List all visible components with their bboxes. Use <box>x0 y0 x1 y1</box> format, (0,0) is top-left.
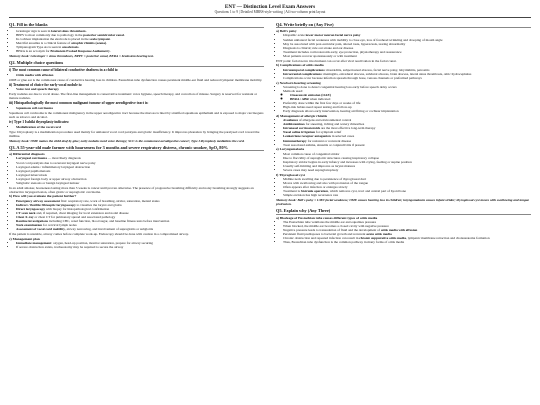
q4d-item: • Immunotherapy for resistant or recurrent disease <box>283 139 531 143</box>
page-title: ENT — Distinction Level Exam Answers <box>224 4 316 10</box>
q5-divider <box>276 214 531 215</box>
q3b-item: • Indirect / flexible fibreoptic laryngoscopy to visualize the larynx and glottis <box>16 203 264 207</box>
q3b-item: • Routine investigations including CBC, renal function, blood sugar, and baseline fitness tests before intervention <box>16 219 264 223</box>
q3a-list <box>9 156 264 184</box>
q5-heading: Q5. Explain why (Any Three) <box>276 208 331 214</box>
q4e-heading: e) Laryngomalacia <box>276 147 305 152</box>
q5a-item: • Negative pressure leads to transudation of fluid and the development of otitis media with effusion <box>283 228 531 232</box>
q4d-item: • Antihistamines for sneezing, itching and watery rhinorrhea <box>283 122 531 126</box>
q3a-item: • Vocal cord paralysis due to recurrent laryngeal nerve palsy <box>16 161 264 165</box>
q4d-item: • Treat associated asthma, sinusitis or conjunctivitis if present <box>283 143 531 147</box>
q4f-item: • Treatment is Sistrunk operation, which removes cyst, tract and central part of hyoid bone <box>283 189 531 193</box>
q1-item: • In cochlear implantation the electrode is placed in the scala tympani. <box>16 37 264 41</box>
q4a-item: • May be associated with post-auricular pain, altered taste, hyperacusis, tearing abnormality <box>283 42 531 46</box>
header-divider <box>9 17 531 18</box>
q4a-item: • Diagnosis is clinical; rule out stroke and ear disease <box>283 46 531 50</box>
q3c-list <box>9 241 264 249</box>
q4c-heading: c) Newborn hearing screening <box>276 80 321 85</box>
q3c-heading: c) Management plan <box>9 236 40 241</box>
q4f-list <box>276 177 531 197</box>
q3-divider <box>9 150 264 151</box>
q4b-list <box>276 68 531 80</box>
left-column <box>9 20 264 250</box>
q3c-item: • Immediate management: oxygen, head-up position, monitor saturation, prepare for airway securing <box>16 241 264 245</box>
q4b-item: • Intratemporal complications: mastoiditis, subperiosteal abscess, facial nerve palsy, labyrinthitis, petrositis <box>283 68 531 72</box>
q3b-list <box>9 199 264 231</box>
q3a-item: • Laryngeal edema / inflammatory laryngeal obstruction <box>16 165 264 169</box>
q2-part-question: i) The most common cause of bilateral conductive deafness in a child is: <box>9 68 119 73</box>
q5a-item: • When blocked, the middle ear becomes a closed cavity with negative pressure <box>283 224 531 228</box>
q4e-item: • Severe cases may need supraglottoplasty <box>283 168 531 172</box>
q1-item: • Griesinger sign is seen in lateral sinus thrombosis. <box>16 29 264 33</box>
right-column <box>276 20 531 250</box>
q5a-list <box>276 220 531 244</box>
q2-answer: • Otitis media with effusion <box>9 73 264 77</box>
q4d-item: • Intranasal corticosteroids are the most effective long-term therapy <box>283 126 531 130</box>
q3a-item: • Laryngeal carcinoma — most likely diagnosis <box>16 156 264 160</box>
q4-memory-hook: Memory hook: Bell's palsy = LMN facial weakness; OME causes hearing loss in children; laryngomalacia causes infant stridor; thyroglossal cyst moves with swallowing and tongue protrusion. <box>276 198 530 207</box>
q4f-item: • Moves with swallowing and also with protrusion of the tongue <box>283 181 531 185</box>
q4a-paragraph: ENT point: facial nerve involvement can occur after viral reactivation in the facial canal. <box>276 58 397 63</box>
q5a-item: • Persistent fluid predisposes to bacterial growth and recurrent acute otitis media <box>283 232 531 236</box>
q3a-paragraph: In an adult smoker, hoarseness lasting more than 3 weeks is cancer until proven otherwise. The presence of progressive breathing difficulty and noisy breathing strongly suggests an obstructive laryngeal lesion, often glottic or supraglottic carcinoma. <box>9 185 254 194</box>
q4c-item: • High-risk babies need repeat testing and follow-up <box>283 105 531 109</box>
q3c-item: • If severe obstruction exists, tracheostomy may be required to secure the airway <box>16 245 264 249</box>
q4e-item: • Usually self-limiting and improves as larynx matures <box>283 164 531 168</box>
q2-answer: • Medialization of the vocal cord <box>9 125 264 129</box>
q1-list <box>9 29 264 53</box>
q1-divider <box>9 27 264 28</box>
q4d-item: • Avoidance of allergens and environmental control <box>283 118 531 122</box>
q4-divider <box>276 27 531 28</box>
q1-heading: Q1. Fill in the blanks <box>9 21 48 27</box>
q2-divider <box>9 66 264 67</box>
q4b-heading: b) Complications of otitis media <box>276 63 324 68</box>
q4a-list <box>276 33 531 57</box>
q4d-item: • Leukotriene receptor antagonists in selected cases <box>283 134 531 138</box>
q3a-item: • Laryngeal foreign body or upper airway obstruction <box>16 177 264 181</box>
q4f-item: • Simple excision has high recurrence rate <box>283 193 531 197</box>
q4d-heading: d) Management of allergic rhinitis <box>276 114 328 119</box>
q4a-item: • Treatment includes corticosteroids early, eye protection, physiotherapy and reassurance <box>283 50 531 54</box>
q4c-item: • Preferably done within the first few days or weeks of life <box>283 101 531 105</box>
q4c-subitem: ◦ BERA / ABR when indicated <box>290 97 531 101</box>
q3a-item: • Subglottic stenosis or benign laryngeal tumour <box>16 181 264 185</box>
q2-explanation: OME or glue ear is the commonest cause of conductive hearing loss in children. Eustachian tube dysfunction causes persistent middle-ear fluid and reduced tympanic membrane mobility. <box>9 77 263 82</box>
page-subtitle: Questions 1 to 9 | Detailed MBBS-style writing | A4 two-column print layout <box>214 10 326 14</box>
q2-part-question: ii) Treatment of choice for early vocal nodule is: <box>9 82 83 87</box>
q2-answer: • Voice rest and speech therapy <box>9 87 264 91</box>
q1-memory-hook: Memory hook: Griesinger = sinus thrombosis, BPPV = posterior canal, BERA = brainstem hearing test. <box>9 54 154 59</box>
q3b-heading: b) How will you evaluate the patient further? <box>9 194 77 199</box>
q4c-sublist <box>283 93 531 101</box>
q5a-heading: a) Blockage of Eustachian tube causes different types of otitis media <box>276 215 378 220</box>
q3b-item: • Assessment of vocal cord mobility, airway narrowing, and involvement of supraglottis or subglottis <box>16 227 264 231</box>
q4a-item: • Sudden unilateral facial weakness with inability to close eye, loss of forehead wrinkling and drooping of mouth angle <box>283 38 531 42</box>
q2-part-question: iii) Histopathologically the most common malignant tumour of upper aerodigestive tract is: <box>9 101 149 106</box>
q4c-item: • Screening is done to detect congenital hearing loss early before speech delay occurs <box>283 85 531 89</box>
q2-explanation: Type I thyroplasty is a medialization procedure used mainly for unilateral vocal cord paralysis and glottic insufficiency. It improves phonation by bringing the paralysed cord toward the midline. <box>9 129 260 138</box>
q3b-item: • Neck examination for cervical lymph nodes <box>16 223 264 227</box>
q2-part-question: iv) Type 1 Isshiki thyroplasty indicates: <box>9 120 70 125</box>
q4-heading: Q4. Write briefly on (Any Five) <box>276 21 334 27</box>
q1-item: • BPPV is most commonly due to pathology in the posterior semicircular canal. <box>16 33 264 37</box>
q2-answer: • Squamous cell carcinoma <box>9 106 264 110</box>
q4e-item: • Due to flaccidity of supraglottic structures causing inspiratory collapse <box>283 156 531 160</box>
q3a-item: • Laryngeal tuberculosis <box>16 173 264 177</box>
q2-explanation: Squamous cell carcinoma is the commonest malignancy in the upper aerodigestive tract because the mucosa is lined by stratified squamous epithelium and is exposed to major carcinogens such as tobacco and alcohol. <box>9 110 264 119</box>
q4d-list <box>276 118 531 146</box>
q3-heading: Q3. A 55-year-old male farmer with hoarseness for 3 months and severe respiratory distress, chronic smoker, SpO₂ 80% <box>9 144 228 150</box>
q3a-heading: a) Differential diagnosis <box>9 152 45 157</box>
q4e-item: • Most common cause of congenital stridor <box>283 152 531 156</box>
q3b-item: • Emergency airway assessment first: respiratory rate, work of breathing, stridor, saturation, mental status <box>16 199 264 203</box>
q1-item: • Merciful anosmia is a clinical feature of atrophic rhinitis (ozena). <box>16 41 264 45</box>
q4f-heading: f) Thyroglossal cyst <box>276 172 306 177</box>
q4f-item: • Often appears after infection or enlarges slowly <box>283 185 531 189</box>
q4a-heading: a) Bell's palsy <box>276 29 297 34</box>
q4e-list <box>276 152 531 172</box>
q5a-item: • The Eustachian tube ventilates the middle ear and equalizes pressure <box>283 220 531 224</box>
q4c-list <box>276 85 531 113</box>
q4a-item: • Most patients recover spontaneously or with treatment <box>283 54 531 58</box>
q4c-item: • Methods used: ◦ Otoacoustic emission (OAE) ◦ BERA / ABR when indicated <box>283 89 531 101</box>
q3b-item: • Direct laryngoscopy with biopsy for histopathological confirmation <box>16 207 264 211</box>
q4f-item: • Midline neck swelling due to persistence of thyroglossal duct <box>283 177 531 181</box>
q3b-item: • CT scan neck and, if required, chest imaging for local extension and nodal disease <box>16 211 264 215</box>
q4b-item: • Intracranial complications: meningitis, extradural abscess, subdural abscess, brain abscess, lateral sinus thrombosis, otitic hydrocephalus <box>283 72 531 76</box>
q1-item: • BERA is an acronym for Brainstem Evoked Response Audiometry. <box>16 49 264 53</box>
q5a-item: • Chronic obstruction and repeated infection can result in chronic suppurative otitis media, tympanic membrane retraction and cholesteatoma formation <box>283 236 531 240</box>
q1-item: • Tympanogram Type As is seen in otosclerosis. <box>16 45 264 49</box>
q2-memory-hook: Memory hook: OME makes the child deaf by glue; early nodules need voice therapy; SCC is the commonest aerodigestive cancer; Type I thyroplasty medializes the cord. <box>9 138 245 143</box>
q4b-item: • Complications occur because infection spreads through bone, venous channels or preformed pathways <box>283 76 531 80</box>
q5a-item: • Thus, Eustachian tube dysfunction is the common pathway in many forms of otitis media <box>283 240 531 244</box>
q4c-subitem: ◦ Otoacoustic emission (OAE) <box>290 93 531 97</box>
q2-heading: Q2. Multiple choice questions <box>9 60 64 66</box>
q4a-item: • Idiopathic acute lower motor neuron facial nerve palsy <box>283 33 531 37</box>
two-column-body <box>9 20 531 250</box>
q2-explanation: Early nodules are due to vocal abuse. The first-line management is conservative treatment: voice hygiene, speech therapy, and correction of misuse. Surgery is reserved for resistant or mature nodules. <box>9 92 258 101</box>
q3b-item: • Chest X-ray or chest CT for pulmonary spread and associated pathology <box>16 215 264 219</box>
q4c-item: • Early diagnosis allows early intervention, hearing aid fitting or cochlear implantation <box>283 109 531 113</box>
q4d-item: • Nasal saline irrigation for symptom relief <box>283 130 531 134</box>
q4e-item: • Inspiratory stridor begins in early infancy and increases with crying, feeding or supine position <box>283 160 531 164</box>
q3b-paragraph: If the patient is unstable, airway comes before complete work-up. Endoscopy should be done with caution in a compromised airway. <box>9 231 189 236</box>
q3a-item: • Laryngeal papillomatosis <box>16 169 264 173</box>
